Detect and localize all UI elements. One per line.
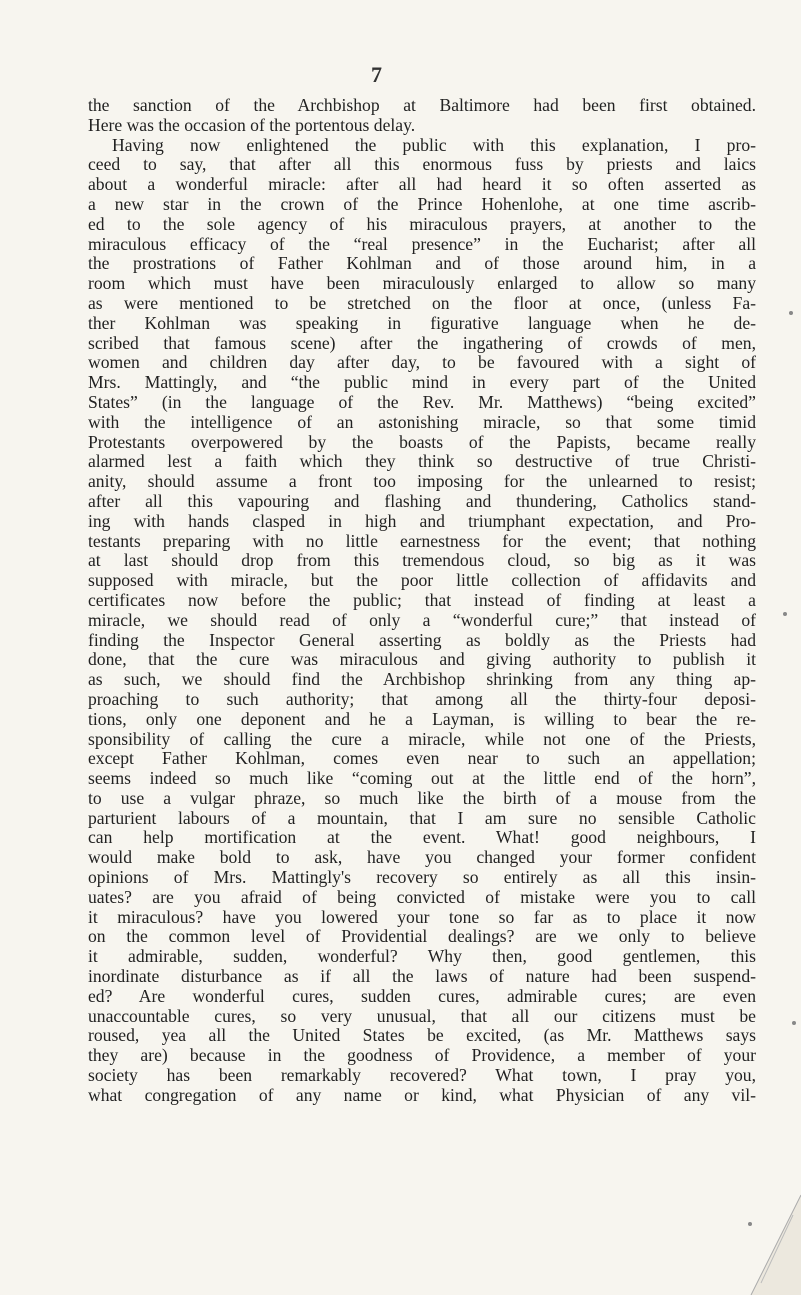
text-line: Protestants overpowered by the boasts of the Papists, became really <box>88 431 756 452</box>
text-line: seems indeed so much like “coming out at the little end of the horn”, <box>88 768 756 789</box>
text-line: can help mortification at the event. What! good neighbours, I <box>88 827 756 848</box>
text-line: with the intelligence of an astonishing miracle, so that some timid <box>88 411 756 432</box>
text-line: certificates now before the public; that instead of finding at least a <box>88 589 756 610</box>
text-line: Here was the occasion of the portentous delay. <box>88 114 416 135</box>
text-line: society has been remarkably recovered? What town, I pray you, <box>88 1065 756 1086</box>
text-line: after all this vapouring and flashing and thundering, Catholics stand- <box>88 490 756 511</box>
text-line: a new star in the crown of the Prince Hohenlohe, at one time ascrib- <box>88 193 756 214</box>
text-line: miraculous efficacy of the “real presence” in the Eucharist; after all <box>88 233 756 254</box>
margin-speck <box>789 311 793 315</box>
text-line: Having now enlightened the public with this explanation, I pro- <box>112 134 756 155</box>
text-line: tions, only one deponent and he a Layman, is willing to bear the re- <box>88 708 756 729</box>
text-line: it admirable, sudden, wonderful? Why then, good gentlemen, this <box>88 946 756 967</box>
text-line: at last should drop from this tremendous cloud, so big as it was <box>88 550 756 571</box>
text-line: supposed with miracle, but the poor little collection of affidavits and <box>88 570 756 591</box>
body-text <box>88 96 756 1106</box>
text-line: women and children day after day, to be favoured with a sight of <box>88 352 756 373</box>
text-line: as were mentioned to be stretched on the floor at once, (unless Fa- <box>88 292 756 313</box>
text-line: the prostrations of Father Kohlman and of those around him, in a <box>88 253 756 274</box>
text-line: scribed that famous scene) after the ingathering of crowds of men, <box>88 332 756 353</box>
text-line: to use a vulgar phraze, so much like the birth of a mouse from the <box>88 787 756 808</box>
text-line: parturient labours of a mountain, that I am sure no sensible Catholic <box>88 807 756 828</box>
margin-speck <box>792 1021 796 1025</box>
text-line: sponsibility of calling the cure a miracle, while not one of the Priests, <box>88 728 756 749</box>
text-line: about a wonderful miracle: after all had heard it so often asserted as <box>88 174 756 195</box>
text-line: uates? are you afraid of being convicted of mistake were you to call <box>88 886 756 907</box>
page-corner-fold <box>691 1155 801 1295</box>
text-line: testants preparing with no little earnestness for the event; that nothing <box>88 530 756 551</box>
text-line: opinions of Mrs. Mattingly's recovery so entirely as all this insin- <box>88 867 756 888</box>
text-line: unaccountable cures, so very unusual, that all our citizens must be <box>88 1005 756 1026</box>
text-line: roused, yea all the United States be excited, (as Mr. Matthews says <box>88 1025 756 1046</box>
text-line: room which must have been miraculously enlarged to allow so many <box>88 273 756 294</box>
text-line: done, that the cure was miraculous and giving authority to publish it <box>88 649 756 670</box>
text-line: inordinate disturbance as if all the laws of nature had been suspend- <box>88 966 756 987</box>
text-line: ceed to say, that after all this enormous fuss by priests and laics <box>88 154 756 175</box>
text-line: Mrs. Mattingly, and “the public mind in every part of the United <box>88 372 756 393</box>
text-line: except Father Kohlman, comes even near to such an appellation; <box>88 748 756 769</box>
text-line: it miraculous? have you lowered your tone so far as to place it now <box>88 906 756 927</box>
page-number: 7 <box>371 62 382 87</box>
text-line: alarmed lest a faith which they think so destructive of true Christi- <box>88 451 756 472</box>
text-line: ed to the sole agency of his miraculous prayers, at another to the <box>88 213 756 234</box>
text-line: on the common level of Providential dealings? are we only to believe <box>88 926 756 947</box>
text-line: miracle, we should read of only a “wonderful cure;” that instead of <box>88 609 756 630</box>
text-line: what congregation of any name or kind, what Physician of any vil- <box>88 1084 756 1105</box>
text-line: ing with hands clasped in high and triumphant expectation, and Pro- <box>88 510 756 531</box>
text-line: ther Kohlman was speaking in figurative language when he de- <box>88 312 756 333</box>
text-line: the sanction of the Archbishop at Baltimore had been first obtained. <box>88 95 756 115</box>
text-line: proaching to such authority; that among all the thirty-four deposi- <box>88 688 756 709</box>
margin-speck <box>783 612 787 616</box>
text-line: ed? Are wonderful cures, sudden cures, admirable cures; are even <box>88 985 756 1006</box>
text-line: anity, should assume a front too imposing for the unlearned to resist; <box>88 471 756 492</box>
text-line: they are) because in the goodness of Providence, a member of your <box>88 1045 756 1066</box>
text-line: States” (in the language of the Rev. Mr. Matthews) “being excited” <box>88 391 756 412</box>
text-line: finding the Inspector General asserting as boldly as the Priests had <box>88 629 756 650</box>
text-line: would make bold to ask, have you changed your former confident <box>88 847 756 868</box>
text-line: as such, we should find the Archbishop shrinking from any thing ap- <box>88 669 756 690</box>
